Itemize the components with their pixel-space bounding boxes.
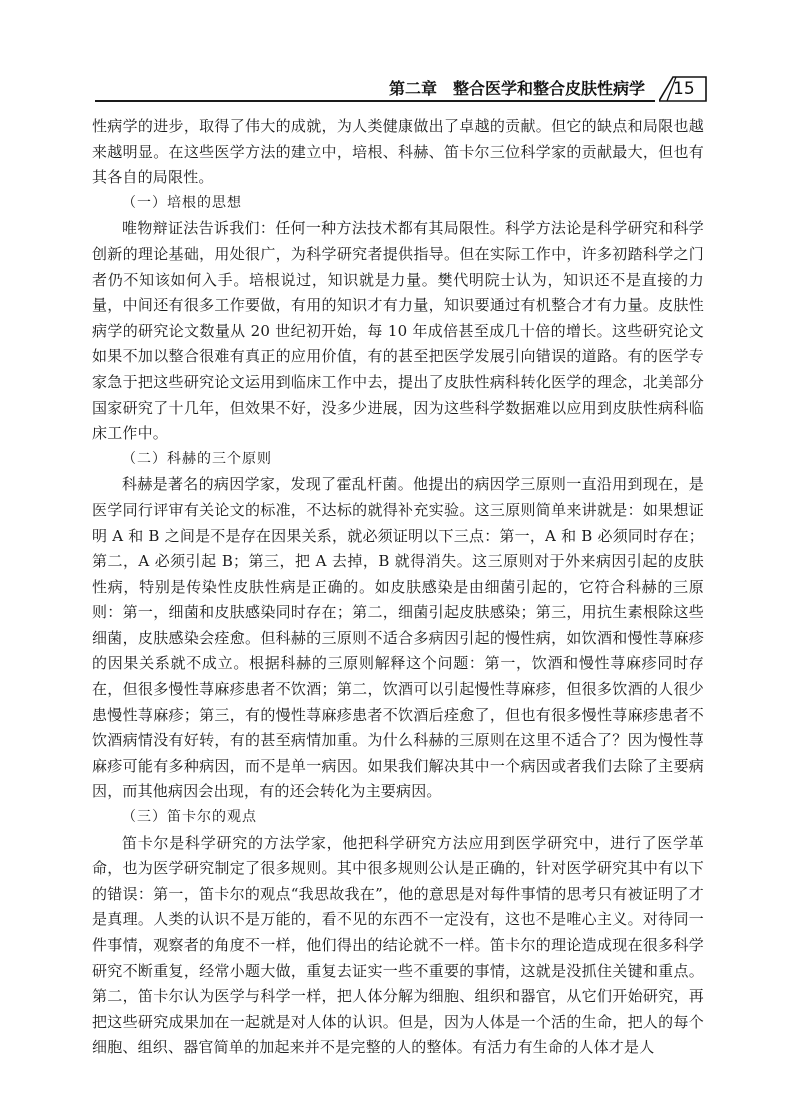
chapter-title: 第二章 整合医学和整合皮肤性病学 (388, 79, 645, 98)
running-header (95, 78, 707, 102)
header-rule (95, 100, 655, 102)
paragraph-bacon: 唯物辩证法告诉我们：任何一种方法技术都有其局限性。科学方法论是科学研究和科学创新的理论基础，用处很广，为科学研究者提供指导。但在实际工作中，许多初踏科学之门者仍不知该如何入手。培根说过，知识就是力量。樊代明院士认为，知识还不是直接的力量，中间还有很多工作要做，有用的知识才有力量，知识要通过有机整合才有力量。皮肤性病学的研究论文数量从 20 世纪初开始，每 10 年成倍甚至成几十倍的增长。这些研究论文如果不加以整合很难有真正的应用价值，有的甚至把医学发展引向错误的道路。有的医学专家急于把这些研究论文运用到临床工作中去，提出了皮肤性病科转化医学的理念，北美部分国家研究了十几年，但效果不好，没多少进展，因为这些科学数据难以应用到皮肤性病科临床工作中。 (92, 219, 704, 443)
paragraph-descartes: 笛卡尔是科学研究的方法学家，他把科学研究方法应用到医学研究中，进行了医学革命，也为医学研究制定了很多规则。其中很多规则公认是正确的，针对医学研究其中有以下的错误：第一，笛卡尔的观点“我思故我在”，他的意思是对每件事情的思考只有被证明了才是真理。人类的认识不是万能的，看不见的东西不一定没有，这也不是唯心主义。对待同一件事情，观察者的角度不一样，他们得出的结论就不一样。笛卡尔的理论造成现在很多科学研究不断重复，经常小题大做，重复去证实一些不重要的事情，这就是没抓住关键和重点。第二，笛卡尔认为医学与科学一样，把人体分解为细胞、组织和器官，从它们开始研究，再把这些研究成果加在一起就是对人体的认识。但是，因为人体是一个活的生命，把人的每个细胞、组织、器官简单的加起来并不是完整的人的整体。有活力有生命的人体才是人 (92, 833, 704, 1057)
paragraph-intro: 性病学的进步，取得了伟大的成就，为人类健康做出了卓越的贡献。但它的缺点和局限也越来越明显。在这些医学方法的建立中，培根、科赫、笛卡尔三位科学家的贡献最大，但也有其各自的局限性。 (92, 117, 704, 187)
page-number-tab (659, 76, 707, 102)
section-heading-bacon: （一）培根的思想 (122, 194, 242, 211)
paragraph-koch: 科赫是著名的病因学家，发现了霍乱杆菌。他提出的病因学三原则一直沿用到现在，是医学同行评审有关论文的标准，不达标的就得补充实验。这三原则简单来讲就是：如果想证明 A 和 B 之间是不是存在因果关系，就必须证明以下三点：第一，A 和 B 必须同时存在；第二，A 必须引起 B；第三，把 A 去掉，B 就得消失。这三原则对于外来病因引起的皮肤性病，特别是传染性皮肤性病是正确的。如皮肤感染是由细菌引起的，它符合科赫的三原则：第一，细菌和皮肤感染同时存在；第二，细菌引起皮肤感染；第三，用抗生素根除这些细菌，皮肤感染会痊愈。但科赫的三原则不适合多病因引起的慢性病，如饮酒和慢性荨麻疹的因果关系就不成立。根据科赫的三原则解释这个问题：第一，饮酒和慢性荨麻疹同时存在，但很多慢性荨麻疹患者不饮酒；第二，饮酒可以引起慢性荨麻疹，但很多饮酒的人很少患慢性荨麻疹；第三，有的慢性荨麻疹患者不饮酒后痊愈了，但也有很多慢性荨麻疹患者不饮酒病情没有好转，有的甚至病情加重。为什么科赫的三原则在这里不适合了？因为慢性荨麻疹可能有多种病因，而不是单一病因。如果我们解决其中一个病因或者我们去除了主要病因，而其他病因会出现，有的还会转化为主要病因。 (92, 475, 704, 801)
section-heading-descartes: （三）笛卡尔的观点 (122, 809, 257, 826)
page-body (92, 114, 704, 1061)
section-heading-koch: （二）科赫的三个原则 (122, 450, 272, 467)
page-number: 15 (673, 79, 695, 99)
